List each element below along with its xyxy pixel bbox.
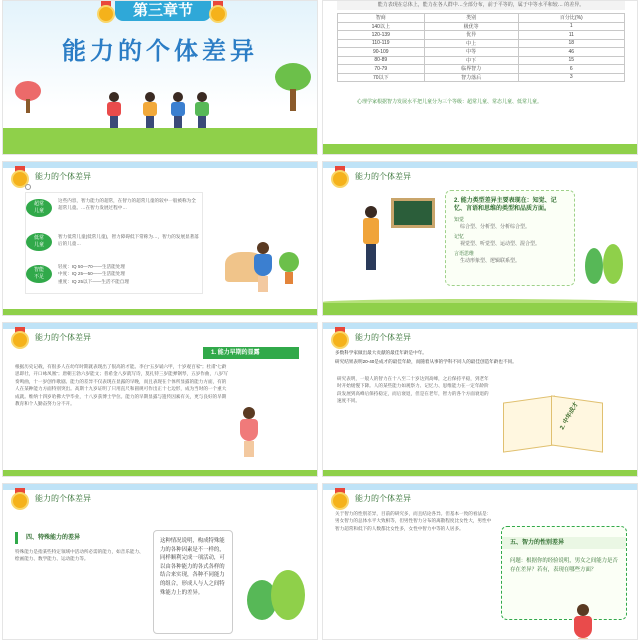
slide-title[interactable]: [2, 0, 318, 155]
wave-decoration: [323, 162, 637, 168]
column-header: 百分比(%): [518, 14, 624, 23]
callout-text: 这种情况说明，构成特殊能力的各种因素是不一样的，同样顺利完成一项活动，可以由各种能力的各式各样的结合来实现，各种不同能力的组合，形成人与人之间特殊能力上的差异。: [160, 538, 225, 596]
medal-icon: [331, 327, 349, 349]
slide-ability-types[interactable]: [322, 161, 638, 316]
plant-icon: [247, 570, 307, 630]
callout-box: [153, 530, 233, 634]
list-item: 轻度：IQ 50—70——生活能处理: [58, 264, 125, 269]
medal-icon: [331, 488, 349, 510]
paragraph: 根据历史记载，有很多人在幼年时期就表现出了很高的才能。李白“五岁诵六甲，十岁观百家”；杜甫“七龄思即壮，开口咏凤凰”；唐朝王勃六岁能文；普希金八岁就写诗，莫扎特三岁能弹钢琴，五岁作曲，八岁写奏鸣曲，十一岁创作歌剧。能力的差异不仅表现在显露的早晚，而且表现在个体所显露的能力方面，有的人在某种能力方面特别突出。高斯十九岁证明了只用直尺和圆规可作出正十七边形，成为当时的一个重大成就。维纳十四岁哈佛大学毕业，十八岁获博士学位。能力的早期显露与遗传因素有关，更与良好的早期教育和个人勤奋努力分不开。: [15, 364, 228, 407]
type-label: 记忆: [454, 234, 465, 240]
slide-main-title: 能力的个体差异: [62, 38, 258, 65]
slide-header: 能力的个体差异: [355, 494, 411, 503]
box-title: 2. 能力类型差异主要表现在：知觉、记忆、言语和思维的类型和品质方面。: [454, 198, 557, 212]
list-item: 中度：IQ 25—50——生活能处理: [58, 271, 125, 277]
girl-figure: [239, 407, 259, 461]
paragraph: 这些内容，智力能力的超常，在智力的超常儿童的较中一般被称为全超常儿童。…在智力发展过程中…: [58, 198, 196, 211]
slide-header: 能力的个体差异: [35, 333, 91, 342]
type-value: 视觉型、听觉型、运动型、混合型。: [460, 241, 541, 247]
open-book-illustration: [503, 391, 603, 451]
wave-decoration: [3, 162, 317, 168]
paragraph: 研究结果表明20-40是成才的最佳年龄，而随着从事的学科不同人的最佳创造年龄也不同。: [335, 359, 517, 364]
iq-distribution-table: [337, 13, 625, 82]
table-footnote: 心理学家根据智力发展水平把儿童分为三个等级：超常儿童、常态儿童、低常儿童。: [357, 99, 543, 105]
paragraph: 特殊能力是指某些特定领域中活动所必需的能力，如音乐能力、绘画能力、数学能力、运动能力等。: [15, 549, 144, 562]
chapter-banner: 第三章节: [115, 1, 211, 21]
tag-low: 低常 儿童: [26, 233, 52, 251]
section-title: 五、智力的性别差异: [502, 537, 626, 549]
column-header: 类别: [424, 14, 518, 23]
section-title-bar: 1. 能力早期的显露: [203, 347, 299, 359]
grass-decoration: [323, 144, 637, 154]
slide-gifted-children[interactable]: [2, 161, 318, 316]
wave-decoration: [323, 323, 637, 329]
wave-decoration: [3, 323, 317, 329]
grass-decoration: [3, 309, 317, 315]
list-item: 重度：IQ 25以下——生活不能自理: [58, 278, 129, 284]
table-row: 120-139 优异 11: [338, 31, 625, 40]
paragraph: 研究表明，一般人的智力在十八至二十岁达到高峰，之后保持平稳，到老年时开始缓慢下降。人的某些能力如观察力、记忆力、思维能力在一定年龄阶段发展到高峰后保持稳定，而后衰退，但是在老年，智力的各个方面衰退的速度不同。: [337, 376, 489, 404]
medal-icon: [11, 488, 29, 510]
slide-special-ability[interactable]: [2, 483, 318, 640]
medal-icon: [97, 1, 115, 23]
tag-deficient: 智能 不足: [26, 265, 52, 283]
table-row: 110-119 中上 18: [338, 39, 625, 48]
grass-decoration: [3, 470, 317, 476]
tree-icon: [273, 63, 313, 113]
slide-gender-difference[interactable]: [322, 483, 638, 640]
slide-header: 能力的个体差异: [355, 333, 411, 342]
tag-gifted: 超常 儿童: [26, 199, 52, 217]
paragraph: 关于智力的性别差异，目前的研究多，而且结论各异。但基本一致的看法是：男女智力的总体水平大致相等，但男性智力分布的离散程度比女性大，男性中智力超常和低下的人数都比女性多，女性中智力中等的人居多。: [335, 511, 492, 531]
paragraph: 智力低常儿童(低常儿童)，智力障碍低下常称为…，智力的发展显著落后的儿童…: [58, 234, 199, 247]
column-header: 智商: [338, 14, 425, 23]
type-value: 综合型、分析型、分析综合型。: [460, 224, 531, 230]
teacher-figure: [361, 206, 381, 276]
table-row: 90-109 中等 46: [338, 48, 625, 57]
child-figure: [143, 92, 157, 128]
grass-decoration: [323, 470, 637, 476]
slide-iq-table[interactable]: [322, 0, 638, 155]
book-label: 2. 中年成才: [559, 401, 580, 432]
table-row: 70以下 智力落后 3: [338, 73, 625, 82]
paragraph: 多数科学家做出最大贡献的最佳年龄是中年。: [335, 350, 427, 355]
question-text: 问题：根据你的经验说明，男女之间能力是否存在差异？若有，表现在哪些方面？: [510, 558, 618, 573]
slide-midlife-achievement[interactable]: [322, 322, 638, 477]
tree-icon: [15, 81, 41, 113]
medal-icon: [11, 327, 29, 349]
slide-header: 能力的个体差异: [35, 172, 91, 181]
wave-decoration: [323, 484, 637, 490]
chalkboard-icon: [391, 198, 435, 228]
plant-icon: [279, 252, 299, 292]
child-figure: [195, 92, 209, 128]
table-header-row: [338, 14, 625, 23]
table-row: 70-79 临界智力 6: [338, 65, 625, 74]
child-figure: [171, 92, 185, 128]
plant-icon: [585, 244, 625, 288]
slide-header: 能力的个体差异: [35, 494, 91, 503]
medal-icon: [331, 166, 349, 188]
child-reading-figure: [253, 242, 273, 296]
table-caption: 能力表现在总体上，能力在各人群中…全部分布，前于平等的，属于中等水平和较… 的差异。: [337, 1, 625, 10]
medal-icon: [209, 1, 227, 23]
child-figure: [107, 92, 121, 128]
type-label: 知觉: [454, 217, 465, 223]
child-reading-figure: [573, 604, 593, 640]
ability-types-box: [445, 190, 575, 286]
question-box: [501, 526, 627, 620]
section-title: 四、特殊能力的差异: [15, 532, 125, 544]
slide-header: 能力的个体差异: [355, 172, 411, 181]
content-card: [25, 192, 203, 294]
table-row: 140以上 极优等 1: [338, 22, 625, 31]
type-value: 生动形象型、逻辑联系型。: [460, 258, 521, 264]
bullet-list: [58, 263, 200, 285]
grass-decoration: [323, 303, 637, 315]
type-label: 言语思维: [454, 251, 475, 257]
slide-early-ability[interactable]: [2, 322, 318, 477]
wave-decoration: [3, 484, 317, 490]
grass-decoration: [3, 128, 317, 154]
table-row: 80-89 中下 15: [338, 56, 625, 65]
